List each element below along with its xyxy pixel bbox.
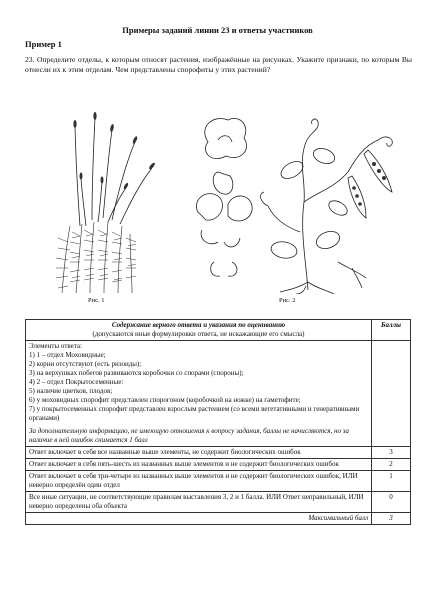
- answer-element: 7) у покрытосеменных спорофит представлен взрослым растением (со всеми вегетативными и генеративными органами): [29, 405, 360, 422]
- criterion-score: 3: [372, 447, 411, 459]
- score-header: Баллы: [372, 320, 411, 341]
- grading-note: За дополнительную информацию, не имеющую отношения к вопросу задания, баллы не начисляются, но за наличие в ней ошибок снимается 1 балл: [29, 427, 349, 444]
- grading-table: [25, 319, 411, 525]
- table-row: [26, 459, 411, 471]
- page-title: Примеры заданий линии 23 и ответы участников: [122, 25, 313, 35]
- table-row: [26, 447, 411, 459]
- table-row: [26, 492, 411, 513]
- example-heading: Пример 1: [25, 39, 62, 49]
- table-row: [26, 471, 411, 492]
- criteria-header: [26, 320, 372, 341]
- answer-element: 5) наличие цветков, плодов;: [29, 387, 113, 395]
- criterion-text: Ответ включает в себя все названные выше элементы, не содержит биологических ошибок: [26, 447, 372, 459]
- criterion-score: 2: [372, 459, 411, 471]
- max-score-label: Максимальный балл: [26, 513, 372, 525]
- max-score-value: 3: [372, 513, 411, 525]
- answer-elements-row: [26, 341, 411, 447]
- criterion-score: 1: [372, 471, 411, 492]
- answer-elements-cell: [26, 341, 372, 447]
- pea-plant-figure: [188, 112, 410, 294]
- moss-figure: [40, 108, 180, 296]
- question-text: 23. Определите отделы, к которым относят растения, изображённые на рисунках. Укажите признаки, по которым Вы отнесли их к этим отделам. Чем представлены спорофиты у этих растений?: [25, 55, 412, 74]
- answer-element: 6) у моховидных спорофит представлен спорогоном (коробочкой на ножке) на гаметофите;: [29, 396, 301, 404]
- figure1-caption: Рис. 1: [88, 297, 105, 304]
- criterion-text: Ответ включает в себя три-четыре из названных выше элементов и не содержит биологических ошибок, ИЛИ неверно определён один отдел: [26, 471, 372, 492]
- criterion-score: 0: [372, 492, 411, 513]
- max-score-row: [26, 513, 411, 525]
- answer-element: 1) 1 – отдел Моховидные;: [29, 351, 106, 359]
- elements-title: Элементы ответа:: [29, 342, 82, 350]
- criterion-text: Ответ включает в себя пять-шесть из названных выше элементов и не содержит биологических ошибок: [26, 459, 372, 471]
- answer-element: 4) 2 – отдел Покрытосеменные:: [29, 378, 124, 386]
- answer-element: 2) корни отсутствуют (есть ризоиды);: [29, 360, 142, 368]
- criteria-header-title: Содержание верного ответа и указания по оцениванию: [111, 321, 286, 329]
- answer-element: 3) на верхушках побегов развиваются коробочки со спорами (спороны);: [29, 369, 244, 377]
- criterion-text: Все иные ситуации, не соответствующие правилам выставления 3, 2 и 1 балла. ИЛИ Ответ неправильный, ИЛИ неверно определены оба объекта: [26, 492, 372, 513]
- criteria-header-subtitle: (допускаются иные формулировки ответа, не искажающие его смысла): [92, 330, 305, 338]
- figure2-caption: Рис. 2: [279, 297, 296, 304]
- empty-score-cell: [372, 341, 411, 447]
- table-header-row: [26, 320, 411, 341]
